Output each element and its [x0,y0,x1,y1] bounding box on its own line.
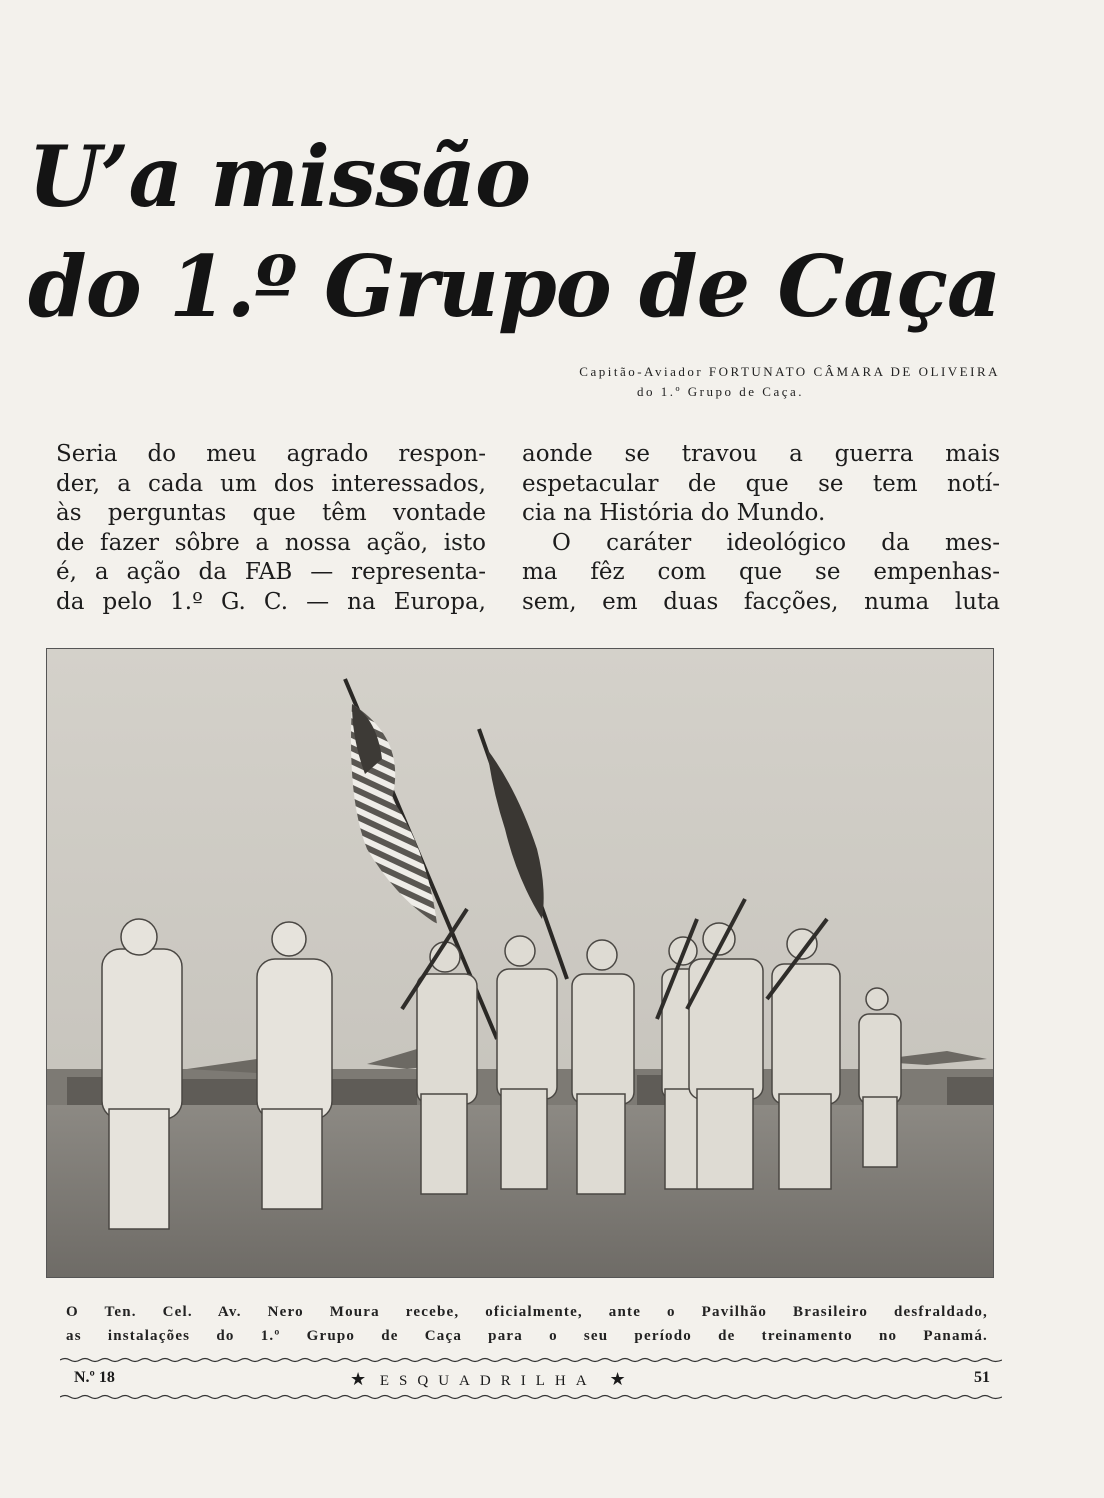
caption-line: O Ten. Cel. Av. Nero Moura recebe, oficialmente, ante o Pavilhão Brasileiro desfraldado, [66,1304,988,1320]
caption-line: as instalações do 1.º Grupo de Caça para o seu período de treinamento no Panamá. [66,1328,988,1344]
text-line: aonde se travou a guerra mais [522,441,1000,467]
page-footer [60,1369,990,1391]
text-line: der, a cada um dos interessados, [56,470,486,497]
magazine-title: ESQUADRILHA [379,1373,596,1389]
author-byline: Capitão-Aviador FORTUNATO CÂMARA DE OLIVEIRA [579,364,1000,379]
text-line: às perguntas que têm vontade [56,500,486,526]
text-line: da pelo 1.º G. C. — na Europa, [56,588,486,615]
text-line: O caráter ideológico da mes- [552,529,1000,556]
text-line: ma fêz com que se empenhas- [522,559,1000,585]
text-line: Seria do meu agrado respon- [56,441,486,467]
author-affiliation: do 1.º Grupo de Caça. [637,384,804,399]
issue-number: N.º 18 [74,1369,115,1386]
decorative-wavy-rule [60,1357,1002,1363]
decorative-wavy-rule [60,1394,1002,1400]
star-icon: ★ [609,1369,626,1389]
text-line: é, a ação da FAB — representa- [56,559,486,585]
text-column-left [56,440,486,617]
page-number: 51 [974,1369,990,1386]
text-line: cia na História do Mundo. [522,500,826,526]
magazine-name [350,1369,626,1390]
text-line: sem, em duas facções, numa luta [522,588,1000,615]
text-line: espetacular de que se tem notí- [522,470,1000,497]
star-icon: ★ [350,1369,367,1389]
article-title-line1: U’a missão [28,127,530,226]
text-column-right [522,440,1000,617]
article-title-line2: do 1.º Grupo de Caça [28,237,1001,336]
photo-caption [66,1300,988,1348]
ceremony-photo [46,648,994,1278]
text-line: de fazer sôbre a nossa ação, isto [56,529,486,556]
